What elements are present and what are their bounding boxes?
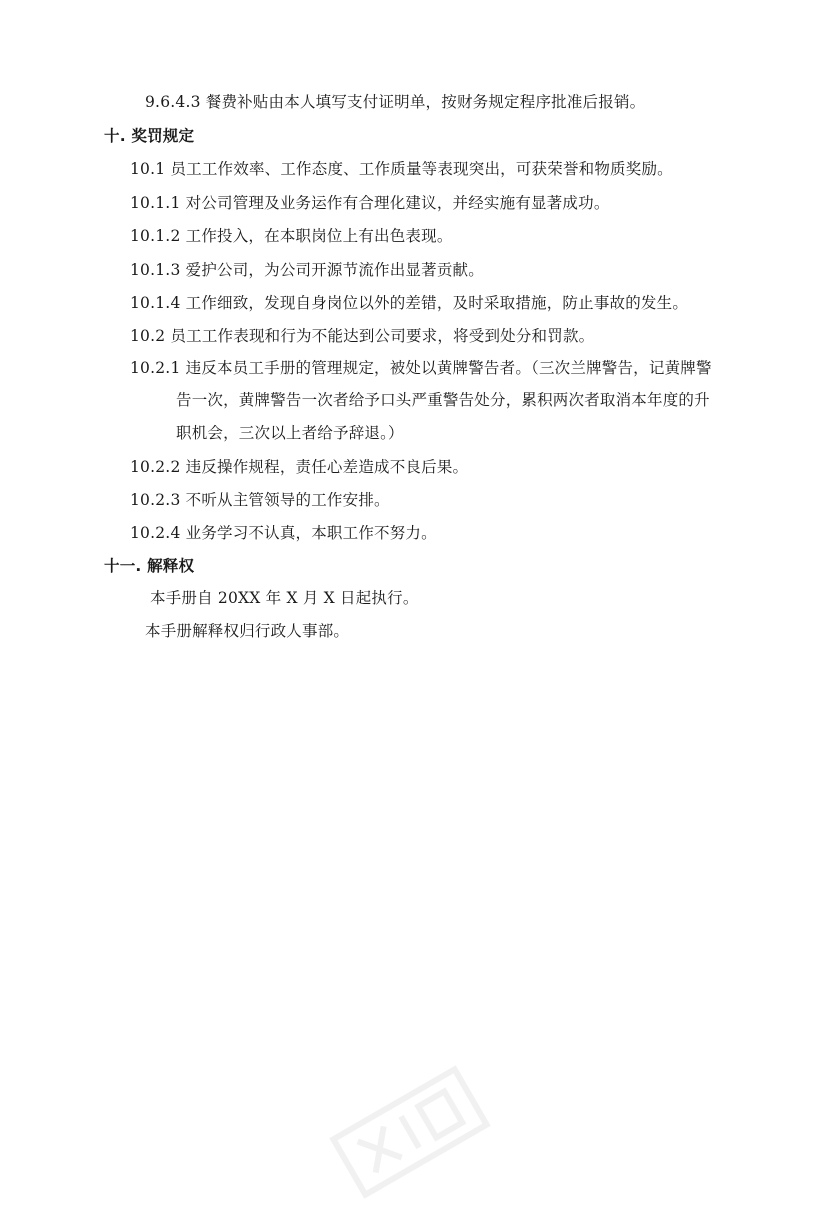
paragraph-10-1-2: 10.1.2 工作投入，在本职岗位上有出色表现。 [130,227,453,245]
paragraph-10-1: 10.1 员工工作效率、工作态度、工作质量等表现突出，可获荣誉和物质奖励。 [130,160,673,178]
section-heading-interpretation: 十一. 解释权 [104,557,195,575]
section-heading-reward-punishment: 十. 奖罚规定 [104,127,195,145]
paragraph-10-2-3: 10.2.3 不听从主管领导的工作安排。 [130,491,390,509]
paragraph-interpretation-right: 本手册解释权归行政人事部。 [145,622,350,640]
paragraph-10-1-1: 10.1.1 对公司管理及业务运作有合理化建议，并经实施有显著成功。 [130,194,610,212]
paragraph-10-2-4: 10.2.4 业务学习不认真，本职工作不努力。 [130,524,437,542]
paragraph-10-2-1-line2: 告一次，黄牌警告一次者给予口头严重警告处分，累积两次者取消本年度的升 [176,391,710,409]
paragraph-10-1-4: 10.1.4 工作细致，发现自身岗位以外的差错，及时采取措施，防止事故的发生。 [130,294,689,312]
paragraph-effective-date: 本手册自 20XX 年 X 月 X 日起执行。 [150,589,419,607]
watermark-graphic [320,1056,501,1208]
paragraph-10-2-2: 10.2.2 违反操作规程，责任心差造成不良后果。 [130,458,469,476]
paragraph-10-2: 10.2 员工工作表现和行为不能达到公司要求，将受到处分和罚款。 [130,327,595,345]
paragraph-10-2-1-line1: 10.2.1 违反本员工手册的管理规定，被处以黄牌警告者。（三次兰牌警告，记黄牌警 [130,359,712,377]
paragraph-9-6-4-3: 9.6.4.3 餐费补贴由本人填写支付证明单，按财务规定程序批准后报销。 [145,93,646,111]
paragraph-10-2-1-line3: 职机会，三次以上者给予辞退。） [176,424,404,442]
paragraph-10-1-3: 10.1.3 爱护公司，为公司开源节流作出显著贡献。 [130,261,484,279]
